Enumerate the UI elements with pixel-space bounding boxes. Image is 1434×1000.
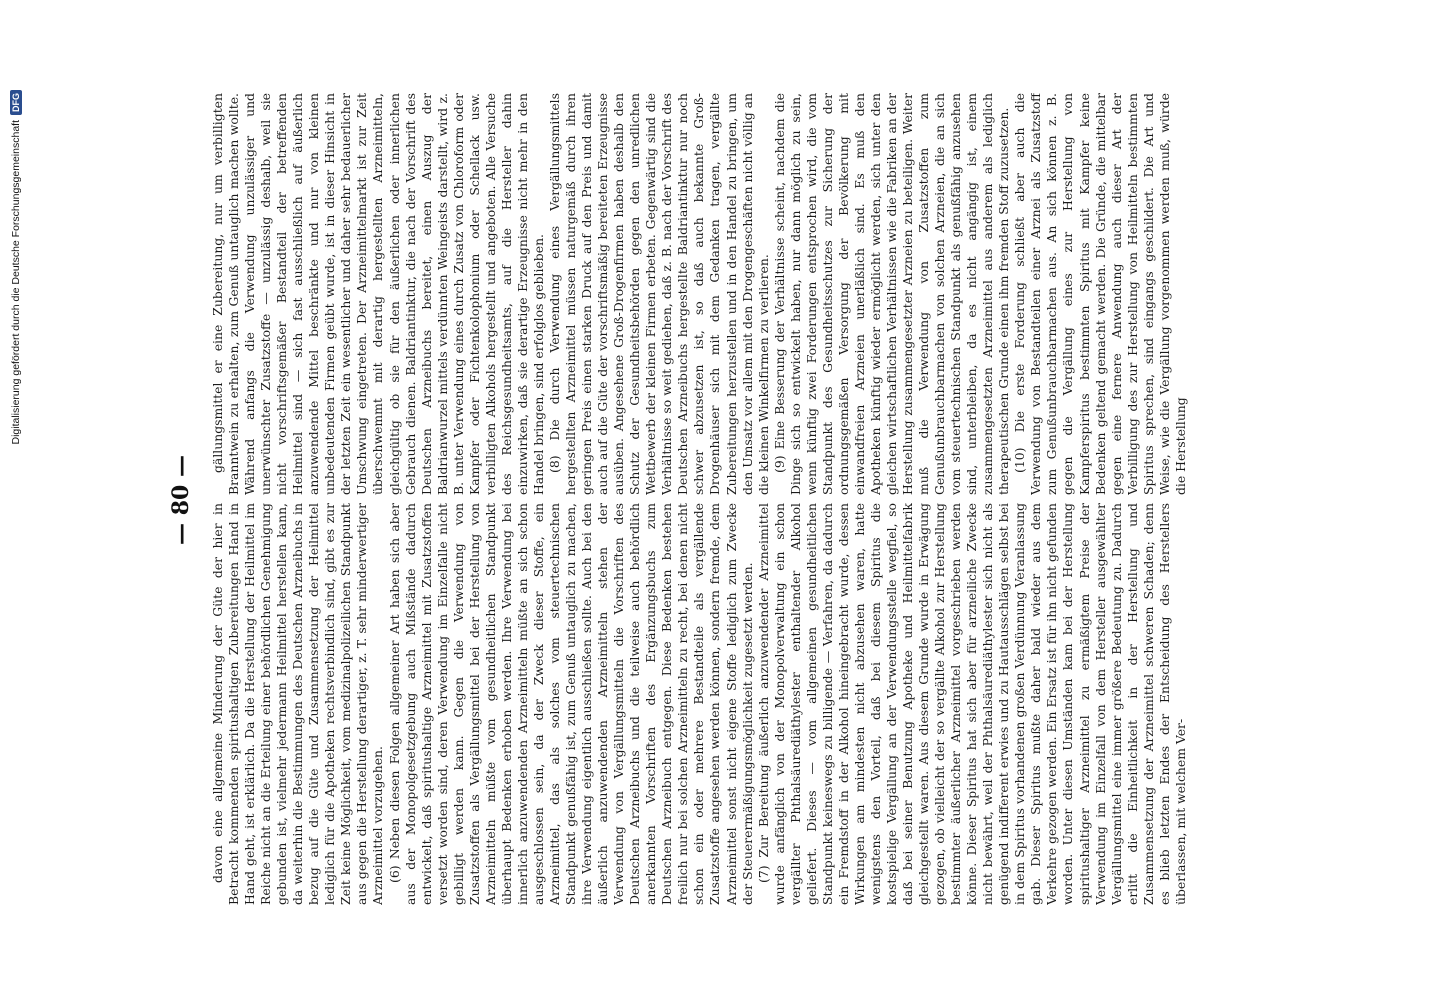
paragraph: (6) Neben diesen Folgen allgemeiner Art haben sich aber aus der Monopolgesetzgebung auch Mißstände dadurch entwickelt, daß spiritushaltige Arzneimittel mit Zusatzstoffen versetzt worden sind, deren Verwendung im Einzelfalle nicht gebilligt werden kann. Gegen die Verwendung von Zusatzstoffen als Vergällungsmittel bei der Herstellung von Arzneimitteln müßte vom gesundheitlichen Standpunkt überhaupt Bedenken erhoben werden. Ihre Verwendung bei innerlich anzuwendenden Arzneimitteln müßte an sich schon ausgeschlossen sein, da der Zweck dieser Stoffe, ein Arzneimittel, das als solches vom steuertechnischen Standpunkt genußfähig ist, zum Genuß untauglich zu machen, ihre Verwendung eigentlich ausschließen sollte. Auch bei den äußerlich anzuwendenden Arzneimitteln stehen der Verwendung von Vergällungsmitteln die Vorschriften des Deutschen Arzneibuchs und die teilweise auch behördlich anerkannten Vorschriften des Ergänzungsbuchs zum Deutschen Arzneibuch entgegen. Diese Bedenken bestehen freilich nur bei solchen Arzneimitteln zu recht, bei denen nicht schon ein oder mehrere Bestandteile als vergällende Zusatzstoffe angesehen werden können, sondern fremde, dem Arzneimittel sonst nicht eigene Stoffe lediglich zum Zwecke der Steuerermäßigungsmöglichkeit zugesetzt werden. <box>386 503 755 905</box>
paragraph: (9) Eine Besserung der Verhältnisse scheint, nachdem die Dinge sich so entwickelt haben, nur dann möglich zu sein, wenn künftig zwei Forderungen entsprochen wird, die vom Standpunkt des Gesundheitsschutzes zur Sicherung der ordnungsgemäßen Versorgung der Bevölkerung mit einwandfreien Arzneien unerläßlich sind. Es muß den Apotheken künftig wieder ermöglicht werden, sich unter den gleichen wirtschaftlichen Verhältnissen wie die Fabriken an der Herstellung zusammengesetzter Arzneien zu beteiligen. Weiter muß die Verwendung von Zusatzstoffen zum Genußunbrauchbarmachen von solchen Arzneien, die an sich vom steuertechnischen Standpunkt als genußfähig anzusehen sind, unterbleiben, da es nicht angängig ist, einem zusammengesetzten Arzneimittel aus anderem als lediglich therapeutischen Grunde einen ihm fremden Stoff zuzusetzen. <box>771 93 1012 495</box>
dfg-logo: DFG <box>10 90 22 115</box>
paragraph: davon eine allgemeine Minderung der Güte der hier in Betracht kommenden spiritushaltigen Zubereitungen Hand in Hand geht, ist erklärlich. Da die Herstellung der Heilmittel im Reiche nicht an die Erteilung einer behördlichen Genehmigung gebunden ist, vielmehr jedermann Heilmittel herstellen kann, da weiterhin die Bestimmungen des Deutschen Arzneibuchs in bezug auf die Güte und Zusammensetzung der Heilmittel lediglich für die Apotheken rechtsverbindlich sind, gibt es zur Zeit keine Möglichkeit, vom medizinalpolizeilichen Standpunkt aus gegen die Herstellung derartiger, z. T. sehr minderwertiger Arzneimittel vorzugehen. <box>210 503 386 905</box>
paragraph: gällungsmittel er eine Zubereitung, nur um verbilligten Branntwein zu erhalten, zum Genuß untauglich machen wollte. Während anfangs die Verwendung unzulässiger und unerwünschter Zusatzstoffe — unzulässig deshalb, weil sie nicht vorschriftsgemäßer Bestandteil der betreffenden Heilmittel sind — sich fast ausschließlich auf äußerlich anzuwendende Mittel beschränkte und nur von kleinen unbedeutenden Firmen geübt wurde, ist in dieser Hinsicht in der letzten Zeit ein wesentlicher und daher sehr bedauerlicher Umschwung eingetreten. Der Arzneimittelmarkt ist zur Zeit überschwemmt mit derartig hergestellten Arzneimitteln, gleichgültig ob sie für den äußerlichen oder innerlichen Gebrauch dienen. Baldriantinktur, die nach der Vorschrift des Deutschen Arzneibuchs bereitet, einen Auszug der Baldrianwurzel mittels verdünnten Weingeists darstellt, wird z. B. unter Verwendung eines durch Zusatz von Chloroform oder Kampfer oder Fichtenkolophonium oder Schellack usw. verbilligten Alkohols hergestellt und angeboten. Alle Versuche des Reichsgesundheitsamts, auf die Hersteller dahin einzuwirken, daß sie derartige Erzeugnisse nicht mehr in den Handel bringen, sind erfolglos geblieben. <box>210 93 546 495</box>
paragraph: (7) Zur Bereitung äußerlich anzuwendender Arzneimittel wurde anfänglich von der Monopolverwaltung ein schon vergällter Phthalsäurediäthylester enthaltender Alkohol geliefert. Dieses — vom allgemeinen gesundheitlichen Standpunkt keineswegs zu billigende — Verfahren, da dadurch ein Fremdstoff in der Alkohol hineingebracht wurde, dessen Wirkungen am mindesten nicht abzusehen waren, hatte wenigstens den Vorteil, daß bei diesem Spiritus die kostspielige Vergällung an der Verwendungsstelle wegfiel, so daß bei seiner Benutzung Apotheke und Heilmittelfabrik gleichgestellt waren. Aus diesem Grunde wurde in Erwägung gezogen, ob vielleicht der so vergällte Alkohol zur Herstellung bestimmter äußerlicher Arzneimittel vorgeschrieben werden könne. Dieser Spiritus hat sich aber für arzneiliche Zwecke nicht bewährt, weil der Phthalsäurediäthylester sich nicht als genügend indifferent erwies und zu Hautausschlägen selbst bei in dem Spiritus vorhandenen großen Verdünnung Veranlassung gab. Dieser Spiritus mußte daher bald wieder aus dem Verkehre gezogen werden. Ein Ersatz ist für ihn nicht gefunden worden. Unter diesen Umständen kam bei der Herstellung spiritushaltiger Arzneimittel zu ermäßigtem Preise der Verwendung im Einzelfall von dem Hersteller ausgewählter Vergällungsmittel eine immer größere Bedeutung zu. Dadurch erlitt die Einheitlichkeit in der Herstellung und Zusammensetzung der Arzneimittel schweren Schaden; denn es blieb letzten Endes der Entscheidung des Herstellers überlassen, mit welchem Ver- <box>755 503 1188 905</box>
credit-text: Digitalisierung gefördert durch die Deutsche Forschungsgemeinschaft <box>10 120 22 445</box>
page-number: — 80 — <box>168 455 194 545</box>
paragraph: (8) Die durch Verwendung eines Vergällungsmittels hergestellten Arzneimittel müssen naturgemäß durch ihren geringen Preis einen starken Druck auf den Preis und damit auch auf die Güte der vorschriftsmäßig bereiteten Erzeugnisse ausüben. Angesehene Groß-Drogenfirmen haben deshalb den Schutz der Gesundheitsbehörden gegen den unredlichen Wettbewerb der kleinen Firmen erbeten. Gegenwärtig sind die Verhältnisse so weit gediehen, daß z. B. nach der Vorschrift des Deutschen Arzneibuchs hergestellte Baldriantinktur nur noch schwer abzusetzen ist, so daß auch bekannte Groß-Drogenhäuser sich mit dem Gedanken tragen, vergällte Zubereitungen herzustellen und in den Handel zu bringen, um den Umsatz vor allem mit den Drogengeschäften nicht völlig an die kleinen Winkelfirmen zu verlieren. <box>546 93 771 495</box>
paragraph: (10) Die erste Forderung schließt aber auch die Verwendung von Bestandteilen einer Arznei als Zusatzstoff zum Genußunbrauchbarmachen aus. An sich können z. B. gegen die Vergällung eines zur Herstellung von Kampferspiritus bestimmten Spiritus mit Kampfer keine Bedenken geltend gemacht werden. Die Gründe, die mittelbar gegen eine fernere Anwendung auch dieser Art der Verbilligung des zur Herstellung von Heilmitteln bestimmten Spiritus sprechen, sind eingangs geschildert. Die Art und Weise, wie die Vergällung vorgenommen werden muß, würde die Herstellung <box>1012 93 1188 495</box>
digitization-credit <box>10 90 22 930</box>
